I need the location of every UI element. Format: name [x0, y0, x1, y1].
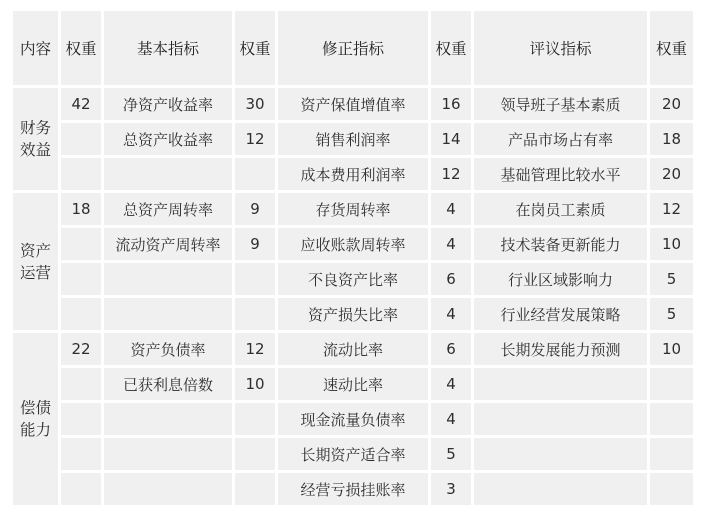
basic-weight-cell [235, 298, 275, 330]
header-weight: 权重 [431, 11, 471, 85]
table-row [13, 438, 693, 470]
basic-indicator-cell: 总资产收益率 [104, 123, 232, 155]
evaluation-weight-cell: 18 [650, 123, 693, 155]
header-content: 内容 [13, 11, 58, 85]
modified-weight-cell: 16 [431, 88, 471, 120]
table-row [13, 193, 693, 225]
table-row [13, 473, 693, 505]
indicator-table [10, 8, 696, 508]
evaluation-weight-cell: 20 [650, 158, 693, 190]
section-weight-cell: 18 [61, 193, 101, 225]
basic-indicator-cell: 净资产收益率 [104, 88, 232, 120]
modified-weight-cell: 6 [431, 263, 471, 295]
evaluation-indicator-cell [474, 403, 647, 435]
header-weight: 权重 [61, 11, 101, 85]
section-name-line: 能力 [19, 421, 51, 439]
section-weight-cell [61, 123, 101, 155]
section-weight-cell: 42 [61, 88, 101, 120]
header-evaluation-indicator: 评议指标 [474, 11, 647, 85]
modified-indicator-cell: 资产损失比率 [278, 298, 428, 330]
header-row [13, 11, 693, 85]
table-row [13, 298, 693, 330]
section-name-cell [13, 333, 58, 505]
evaluation-weight-cell: 12 [650, 193, 693, 225]
modified-indicator-cell: 不良资产比率 [278, 263, 428, 295]
table-body [13, 88, 693, 505]
basic-indicator-cell: 总资产周转率 [104, 193, 232, 225]
table-row [13, 88, 693, 120]
modified-weight-cell: 4 [431, 403, 471, 435]
evaluation-weight-cell: 5 [650, 263, 693, 295]
header-weight: 权重 [650, 11, 693, 85]
basic-indicator-cell: 资产负债率 [104, 333, 232, 365]
section-weight-cell [61, 263, 101, 295]
section-weight-cell: 22 [61, 333, 101, 365]
section-weight-cell [61, 438, 101, 470]
section-name-line: 偿债 [19, 399, 51, 417]
table-row [13, 333, 693, 365]
section-name-line: 效益 [19, 141, 51, 159]
basic-indicator-cell: 已获利息倍数 [104, 368, 232, 400]
table-row [13, 403, 693, 435]
basic-weight-cell [235, 263, 275, 295]
basic-indicator-cell [104, 158, 232, 190]
header-basic-indicator: 基本指标 [104, 11, 232, 85]
table-row [13, 368, 693, 400]
modified-indicator-cell: 长期资产适合率 [278, 438, 428, 470]
section-name-line: 资产 [19, 241, 51, 260]
evaluation-indicator-cell: 产品市场占有率 [474, 123, 647, 155]
basic-weight-cell: 12 [235, 333, 275, 365]
section-weight-cell [61, 298, 101, 330]
modified-indicator-cell: 现金流量负债率 [278, 403, 428, 435]
basic-weight-cell: 30 [235, 88, 275, 120]
evaluation-indicator-cell: 领导班子基本素质 [474, 88, 647, 120]
evaluation-weight-cell [650, 438, 693, 470]
header-modified-indicator: 修正指标 [278, 11, 428, 85]
basic-indicator-cell [104, 403, 232, 435]
modified-indicator-cell: 成本费用利润率 [278, 158, 428, 190]
section-weight-cell [61, 368, 101, 400]
basic-indicator-cell [104, 473, 232, 505]
evaluation-weight-cell [650, 473, 693, 505]
modified-indicator-cell: 销售利润率 [278, 123, 428, 155]
modified-weight-cell: 6 [431, 333, 471, 365]
evaluation-indicator-cell [474, 438, 647, 470]
evaluation-indicator-cell: 行业区域影响力 [474, 263, 647, 295]
evaluation-indicator-cell: 长期发展能力预测 [474, 333, 647, 365]
table-row [13, 158, 693, 190]
modified-weight-cell: 3 [431, 473, 471, 505]
basic-weight-cell: 9 [235, 193, 275, 225]
header-weight: 权重 [235, 11, 275, 85]
modified-indicator-cell: 经营亏损挂账率 [278, 473, 428, 505]
section-name-line: 运营 [19, 263, 51, 282]
evaluation-indicator-cell: 基础管理比较水平 [474, 158, 647, 190]
modified-weight-cell: 4 [431, 368, 471, 400]
basic-weight-cell [235, 473, 275, 505]
evaluation-indicator-cell: 在岗员工素质 [474, 193, 647, 225]
section-name-cell [13, 193, 58, 330]
section-name-cell [13, 88, 58, 190]
section-weight-cell [61, 158, 101, 190]
evaluation-indicator-cell: 行业经营发展策略 [474, 298, 647, 330]
table-row [13, 263, 693, 295]
basic-weight-cell [235, 438, 275, 470]
section-weight-cell [61, 228, 101, 260]
evaluation-weight-cell: 10 [650, 333, 693, 365]
evaluation-weight-cell: 20 [650, 88, 693, 120]
modified-indicator-cell: 应收账款周转率 [278, 228, 428, 260]
section-weight-cell [61, 473, 101, 505]
basic-indicator-cell [104, 438, 232, 470]
modified-weight-cell: 4 [431, 193, 471, 225]
section-weight-cell [61, 403, 101, 435]
evaluation-weight-cell: 5 [650, 298, 693, 330]
modified-indicator-cell: 资产保值增值率 [278, 88, 428, 120]
basic-weight-cell: 10 [235, 368, 275, 400]
evaluation-indicator-cell [474, 473, 647, 505]
evaluation-weight-cell: 10 [650, 228, 693, 260]
modified-indicator-cell: 存货周转率 [278, 193, 428, 225]
evaluation-weight-cell [650, 403, 693, 435]
modified-weight-cell: 5 [431, 438, 471, 470]
basic-weight-cell [235, 403, 275, 435]
evaluation-weight-cell [650, 368, 693, 400]
table-row [13, 228, 693, 260]
basic-indicator-cell [104, 298, 232, 330]
modified-weight-cell: 12 [431, 158, 471, 190]
modified-indicator-cell: 流动比率 [278, 333, 428, 365]
table-row [13, 123, 693, 155]
modified-weight-cell: 14 [431, 123, 471, 155]
modified-weight-cell: 4 [431, 298, 471, 330]
basic-indicator-cell [104, 263, 232, 295]
evaluation-indicator-cell: 技术装备更新能力 [474, 228, 647, 260]
modified-indicator-cell: 速动比率 [278, 368, 428, 400]
modified-weight-cell: 4 [431, 228, 471, 260]
basic-weight-cell: 9 [235, 228, 275, 260]
basic-indicator-cell: 流动资产周转率 [104, 228, 232, 260]
basic-weight-cell [235, 158, 275, 190]
section-name-line: 财务 [19, 119, 51, 137]
basic-weight-cell: 12 [235, 123, 275, 155]
evaluation-indicator-cell [474, 368, 647, 400]
